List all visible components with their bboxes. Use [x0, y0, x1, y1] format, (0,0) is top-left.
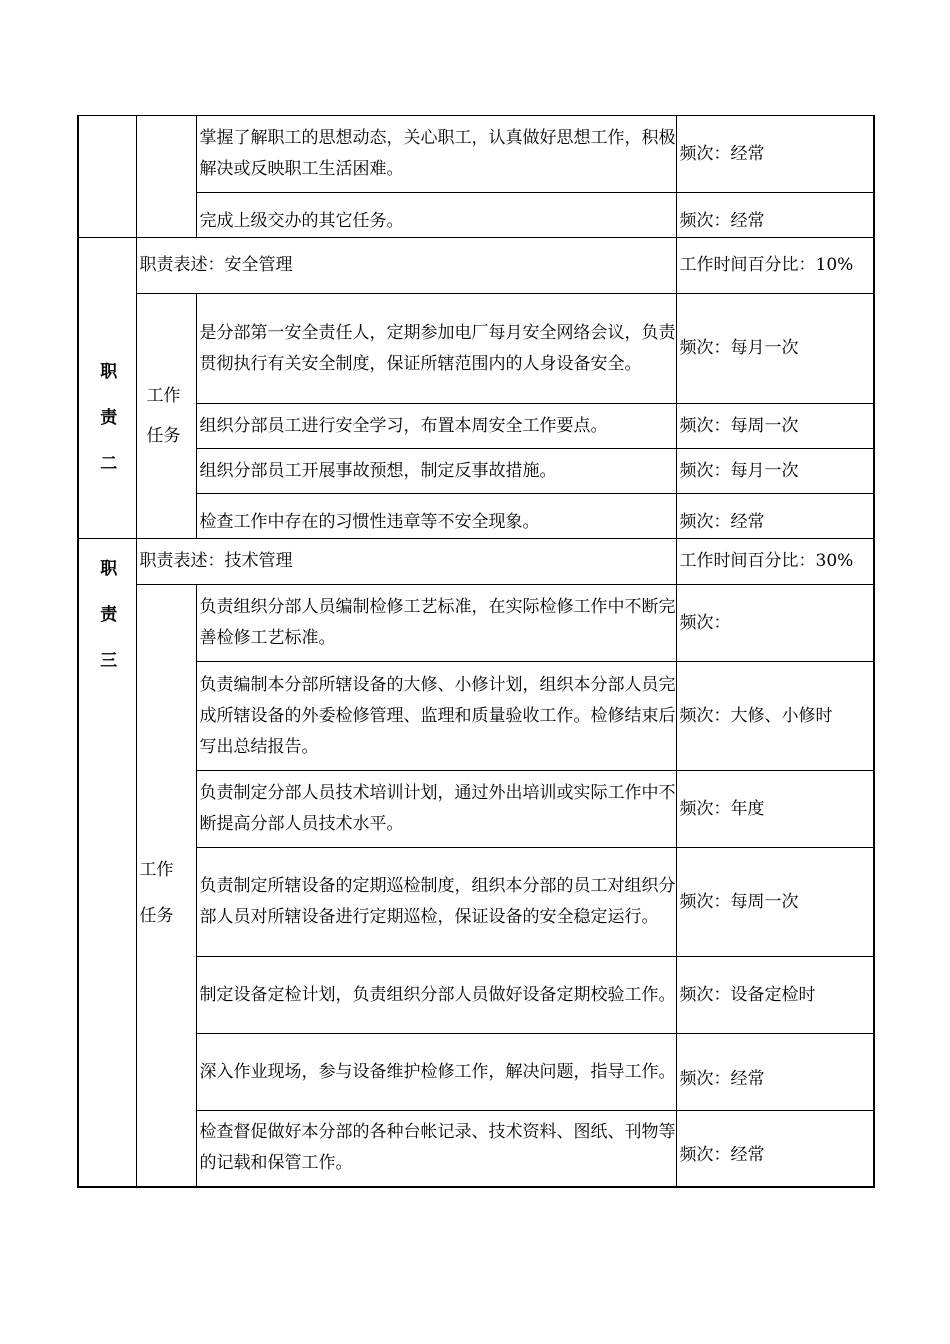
duty-two-time-pct: 工作时间百分比：10% [676, 238, 874, 294]
duty-three-char: 三 [100, 651, 118, 671]
table-row [78, 585, 874, 662]
task-text: 负责编制本分部所辖设备的大修、小修计划，组织本分部人员完成所辖设备的外委检修管理、监理和质量验收工作。检修结束后写出总结报告。 [196, 662, 676, 771]
table-row [78, 1111, 874, 1187]
task-frequency: 频次：每周一次 [676, 404, 874, 449]
table-row [78, 294, 874, 404]
duty-three-label [78, 539, 136, 1187]
task-text: 检查督促做好本分部的各种台帐记录、技术资料、图纸、刊物等的记载和保管工作。 [196, 1111, 676, 1187]
task-text: 组织分部员工进行安全学习，布置本周安全工作要点。 [196, 404, 676, 449]
task-frequency: 频次：大修、小修时 [676, 662, 874, 771]
duty-three-header-row [78, 539, 874, 585]
task-text: 负责制定分部人员技术培训计划，通过外出培训或实际工作中不断提高分部人员技术水平。 [196, 771, 676, 848]
task-text: 负责组织分部人员编制检修工艺标准，在实际检修工作中不断完善检修工艺标准。 [196, 585, 676, 662]
section-label-cell [78, 116, 136, 238]
task-text: 深入作业现场，参与设备维护检修工作，解决问题，指导工作。 [196, 1034, 676, 1111]
task-frequency: 频次：每月一次 [676, 449, 874, 494]
sub-label-cell [136, 116, 196, 238]
task-text: 负责制定所辖设备的定期巡检制度，组织本分部的员工对组织分部人员对所辖设备进行定期巡检，保证设备的安全稳定运行。 [196, 848, 676, 957]
duty-three-char: 职 [100, 559, 118, 579]
duty-two-description: 职责表述：安全管理 [136, 238, 676, 294]
table-row [78, 957, 874, 1034]
table-row [78, 494, 874, 539]
table-row [78, 449, 874, 494]
task-frequency: 频次： [676, 585, 874, 662]
table-row [78, 116, 874, 193]
duty-two-header-row [78, 238, 874, 294]
task-frequency: 频次：经常 [676, 193, 874, 238]
task-frequency: 频次：每周一次 [676, 848, 874, 957]
task-text: 掌握了解职工的思想动态，关心职工，认真做好思想工作，积极解决或反映职工生活困难。 [196, 116, 676, 193]
task-frequency: 频次：设备定检时 [676, 957, 874, 1034]
task-frequency: 频次：经常 [676, 116, 874, 193]
duty-three-time-pct: 工作时间百分比：30% [676, 539, 874, 585]
task-frequency: 频次：经常 [676, 1111, 874, 1187]
duty-three-description: 职责表述：技术管理 [136, 539, 676, 585]
table-row [78, 848, 874, 957]
task-text: 制定设备定检计划，负责组织分部人员做好设备定期校验工作。 [196, 957, 676, 1034]
work-label-line: 任务 [146, 426, 181, 446]
duty-two-char: 二 [100, 454, 118, 474]
task-text: 组织分部员工开展事故预想，制定反事故措施。 [196, 449, 676, 494]
duties-table [77, 115, 875, 1188]
table-row [78, 771, 874, 848]
duty-three-char: 责 [100, 605, 118, 625]
task-text: 是分部第一安全责任人，定期参加电厂每月安全网络会议，负责贯彻执行有关安全制度，保证所辖范围内的人身设备安全。 [196, 294, 676, 404]
task-frequency: 频次：经常 [676, 1034, 874, 1111]
duty-two-label [78, 238, 136, 539]
duty-three-work-label [136, 585, 196, 1187]
work-label-line: 工作 [139, 859, 174, 880]
task-frequency: 频次：经常 [676, 494, 874, 539]
duty-two-char: 职 [100, 362, 118, 382]
task-frequency: 频次：年度 [676, 771, 874, 848]
task-text: 完成上级交办的其它任务。 [196, 193, 676, 238]
duty-two-work-label [136, 294, 196, 539]
work-label-line: 任务 [139, 905, 174, 926]
table-row [78, 193, 874, 238]
table-row [78, 1034, 874, 1111]
task-frequency: 频次：每月一次 [676, 294, 874, 404]
task-text: 检查工作中存在的习惯性违章等不安全现象。 [196, 494, 676, 539]
table-row [78, 662, 874, 771]
duty-two-char: 责 [100, 408, 118, 428]
work-label-line: 工作 [146, 386, 181, 406]
table-row [78, 404, 874, 449]
